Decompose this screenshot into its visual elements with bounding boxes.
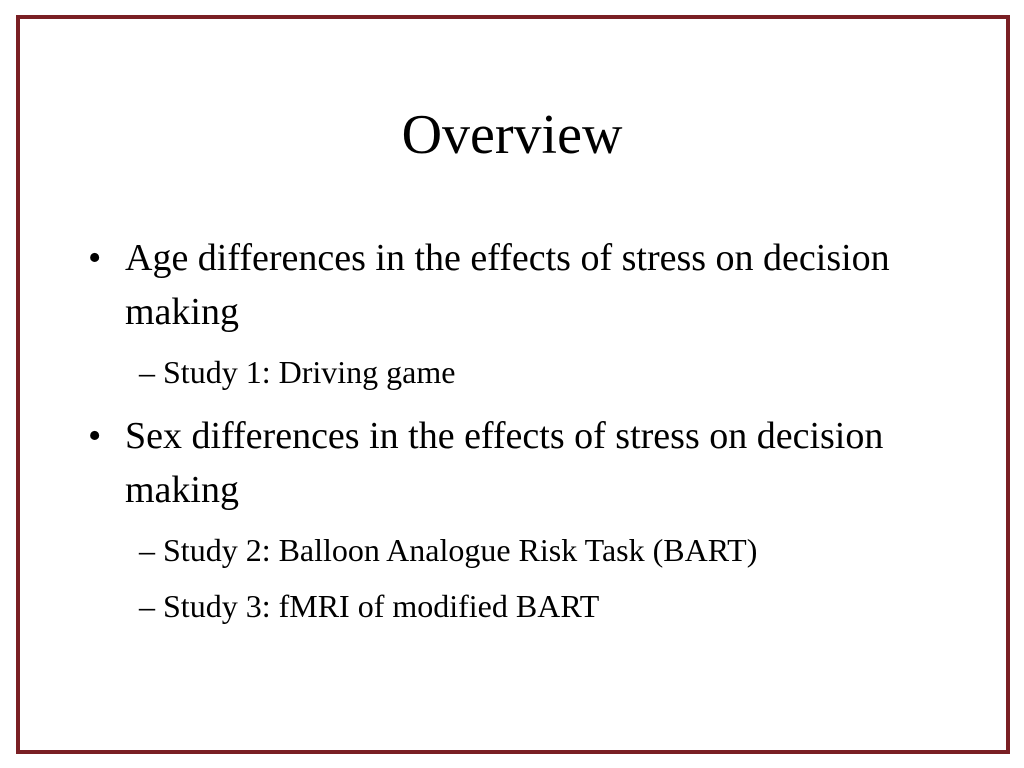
slide-title: Overview — [401, 104, 623, 166]
sub-bullet-item: – Study 3: fMRI of modified BART — [139, 588, 600, 624]
bullet-marker: • — [88, 237, 102, 279]
bullet-item — [88, 231, 925, 339]
bullet-item — [88, 409, 925, 517]
bullet-marker: • — [88, 415, 102, 457]
bullet-text: Age differences in the effects of stress on decision making — [125, 237, 890, 333]
bullet-text: Sex differences in the effects of stress on decision making — [125, 415, 884, 511]
sub-bullet-item: – Study 1: Driving game — [139, 354, 456, 390]
sub-bullet-item: – Study 2: Balloon Analogue Risk Task (BART) — [139, 532, 758, 568]
